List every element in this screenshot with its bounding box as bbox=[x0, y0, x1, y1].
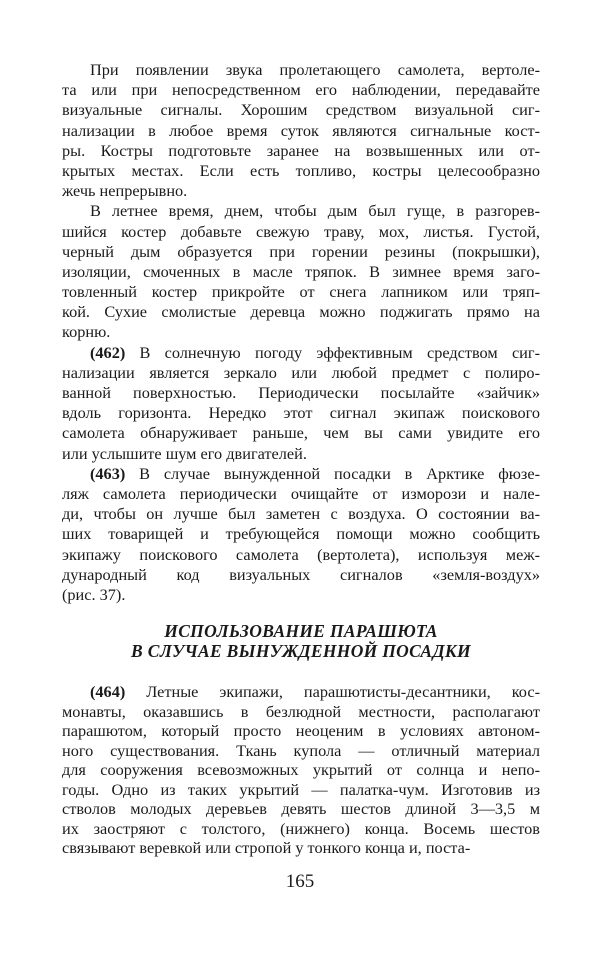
text-line bbox=[62, 504, 540, 524]
line-text: экипажу поискового самолета (вертолета), используя меж- bbox=[62, 544, 540, 564]
text-line bbox=[62, 780, 540, 800]
line-text: Летные экипажи, парашютисты-десантники, кос- bbox=[125, 682, 540, 701]
line-text: связывают веревкой или стропой у тонкого конца и, поста- bbox=[62, 838, 471, 857]
text-line bbox=[62, 838, 540, 858]
paragraph-number: (462) bbox=[90, 342, 126, 362]
text-line bbox=[62, 702, 540, 722]
text-line bbox=[62, 484, 540, 504]
text-line bbox=[62, 201, 540, 221]
paragraph bbox=[62, 343, 540, 464]
text-block-top bbox=[62, 60, 540, 605]
line-text: жечь непрерывно. bbox=[62, 181, 188, 201]
heading-line: В СЛУЧАЕ ВЫНУЖДЕННОЙ ПОСАДКИ bbox=[131, 640, 471, 661]
text-line bbox=[62, 545, 540, 565]
text-line bbox=[62, 343, 540, 363]
paragraph bbox=[62, 60, 540, 201]
text-line bbox=[62, 222, 540, 242]
text-block-bottom bbox=[62, 682, 540, 858]
text-line bbox=[62, 363, 540, 383]
text-line bbox=[62, 565, 540, 585]
line-text: нализации в любое время суток являются сигнальные кост- bbox=[62, 120, 540, 140]
line-text: стволов молодых деревьев девять шестов длиной 3—3,5 м bbox=[62, 799, 540, 818]
line-text: ших товарищей и требующейся помощи можно сообщить bbox=[62, 524, 540, 544]
text-line bbox=[62, 721, 540, 741]
page-number: 165 bbox=[285, 871, 315, 892]
paragraph bbox=[62, 464, 540, 605]
paragraph bbox=[62, 682, 540, 858]
text-line bbox=[62, 423, 540, 443]
text-line bbox=[62, 161, 540, 181]
line-text: ляж самолета периодически очищайте от изморози и нале- bbox=[62, 483, 540, 503]
line-text: визуальные сигналы. Хорошим средством визуальной сиг- bbox=[62, 100, 540, 120]
text-line bbox=[62, 444, 540, 464]
text-line bbox=[62, 242, 540, 262]
text-line bbox=[62, 80, 540, 100]
text-line bbox=[62, 464, 540, 484]
line-text: ванной поверхностью. Периодически посылайте «зайчик» bbox=[62, 383, 540, 402]
line-text: для сооружения всевозможных укрытий от солнца и непо- bbox=[62, 760, 540, 779]
line-text: ди, чтобы он лучше был заметен с воздуха. О состоянии ва- bbox=[62, 504, 540, 524]
line-text: годы. Одно из таких укрытий — палатка-чум. Изготовив из bbox=[62, 779, 540, 799]
line-text: ры. Костры подготовьте заранее на возвышенных или от- bbox=[62, 140, 540, 160]
text-line bbox=[62, 741, 540, 761]
text-line bbox=[62, 181, 540, 201]
line-text: та или при непосредственном его наблюдении, передавайте bbox=[62, 80, 540, 100]
line-text: монавты, оказавшись в безлюдной местности, располагают bbox=[62, 701, 540, 721]
line-text: При появлении звука пролетающего самолета, вертоле- bbox=[90, 60, 540, 79]
text-line bbox=[62, 322, 540, 342]
text-line bbox=[62, 383, 540, 403]
paragraph-number: (464) bbox=[90, 682, 126, 701]
line-text: самолета обнаруживает раньше, чем вы сами увидите его bbox=[62, 423, 540, 443]
text-line bbox=[62, 682, 540, 702]
text-line bbox=[62, 262, 540, 282]
line-text: ного существования. Ткань купола — отличный материал bbox=[62, 740, 540, 760]
paragraph bbox=[62, 201, 540, 342]
line-text: (рис. 37). bbox=[62, 584, 126, 604]
text-line bbox=[62, 819, 540, 839]
text-line bbox=[62, 282, 540, 302]
line-text: черный дым образуется при горении резины (покрышки), bbox=[62, 241, 540, 261]
line-text: дународный код визуальных сигналов «земля-воздух» bbox=[62, 564, 540, 584]
line-text: В случае вынужденной посадки в Арктике фюзе- bbox=[125, 463, 540, 483]
heading-line: ИСПОЛЬЗОВАНИЕ ПАРАШЮТА bbox=[164, 621, 438, 641]
line-text: В солнечную погоду эффективным средством сиг- bbox=[125, 342, 540, 362]
text-line bbox=[62, 799, 540, 819]
line-text: корню. bbox=[62, 322, 111, 342]
text-line bbox=[62, 100, 540, 120]
line-text: парашютом, который просто неоценим в условиях автоном- bbox=[62, 721, 540, 740]
line-text: шийся костер добавьте свежую траву, мох, листья. Густой, bbox=[62, 221, 540, 241]
line-text: товленный костер прикройте от снега лапником или тряп- bbox=[62, 282, 540, 302]
text-line bbox=[62, 403, 540, 423]
line-text: В летнее время, днем, чтобы дым был гуще, в разгорев- bbox=[90, 201, 540, 221]
text-line bbox=[62, 585, 540, 605]
line-text: крытых местах. Если есть топливо, костры целесообразно bbox=[62, 160, 540, 180]
text-line bbox=[62, 60, 540, 80]
line-text: кой. Сухие смолистые деревца можно поджигать прямо на bbox=[62, 302, 540, 322]
text-line bbox=[62, 524, 540, 544]
line-text: нализации является зеркало или любой предмет с полиро- bbox=[62, 362, 540, 382]
paragraph-number: (463) bbox=[90, 463, 126, 483]
text-line bbox=[62, 760, 540, 780]
text-line bbox=[62, 121, 540, 141]
section-heading bbox=[62, 622, 540, 661]
line-text: их заостряют с толстого, (нижнего) конца. Восемь шестов bbox=[62, 818, 540, 838]
line-text: вдоль горизонта. Нередко этот сигнал экипаж поискового bbox=[62, 403, 540, 423]
text-line bbox=[62, 141, 540, 161]
line-text: или услышите шум его двигателей. bbox=[62, 443, 307, 463]
text-line bbox=[62, 302, 540, 322]
line-text: изоляции, смоченных в масле тряпок. В зимнее время заго- bbox=[62, 261, 540, 281]
